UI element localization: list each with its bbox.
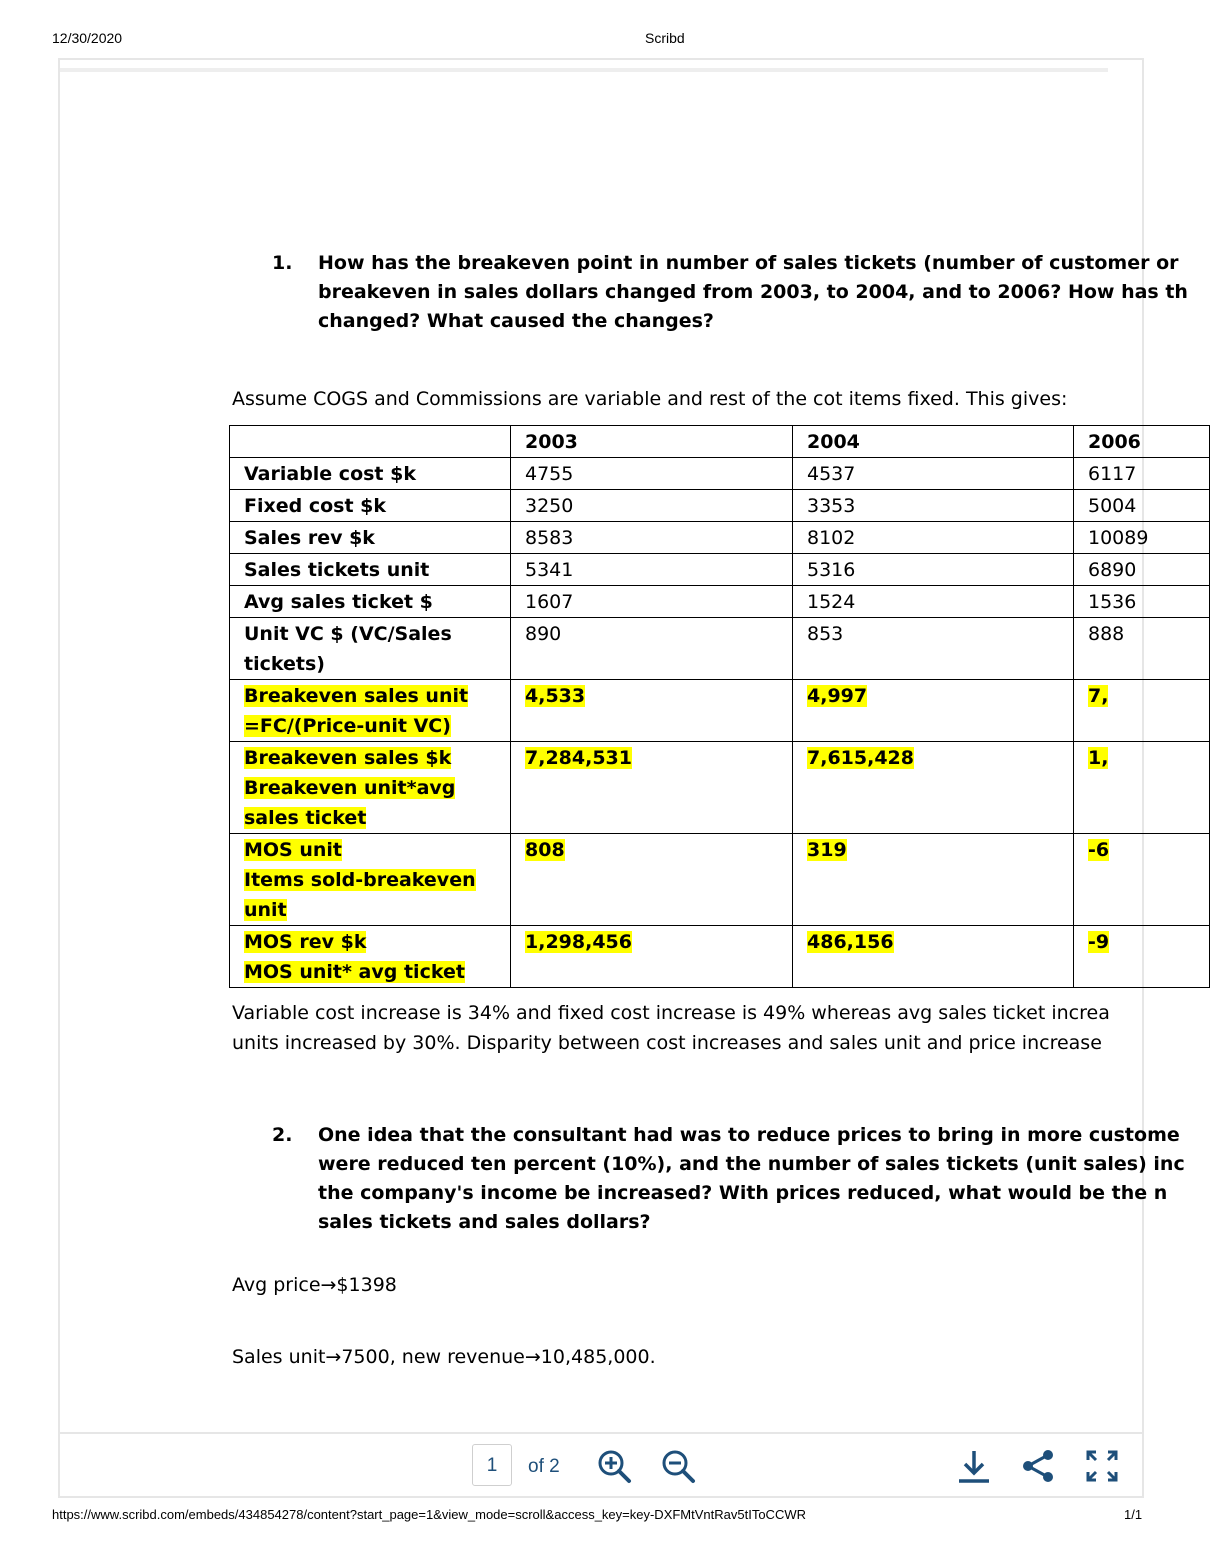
breakeven-table [229, 425, 1210, 988]
table-cell [793, 618, 1074, 680]
table-cell [1074, 490, 1210, 522]
cell-value: 7,284,531 [525, 747, 632, 769]
table-row [230, 926, 1210, 988]
table-cell [1074, 554, 1210, 586]
table-cell [511, 554, 793, 586]
cell-value: 6117 [1088, 463, 1137, 485]
cell-value: 3353 [807, 495, 856, 517]
row-label-cell [230, 490, 511, 522]
fullscreen-button[interactable] [1084, 1448, 1120, 1484]
table-cell [793, 834, 1074, 926]
row-label: Fixed cost $k [244, 495, 387, 517]
fullscreen-icon [1084, 1448, 1120, 1484]
table-row [230, 458, 1210, 490]
row-label: Breakeven unit*avg sales ticket [244, 777, 456, 829]
table-row [230, 522, 1210, 554]
table-cell [1074, 618, 1210, 680]
cell-value: 319 [807, 839, 847, 861]
cell-value: 10089 [1088, 527, 1149, 549]
cell-value: 808 [525, 839, 565, 861]
question-1-line: How has the breakeven point in number of sales tickets (number of customer or [318, 252, 1179, 274]
answer-sales-unit: Sales unit→7500, new revenue→10,485,000. [232, 1346, 656, 1368]
row-label-cell [230, 926, 511, 988]
table-cell [511, 742, 793, 834]
cell-value: 7,615,428 [807, 747, 914, 769]
share-icon [1020, 1448, 1056, 1484]
table-cell [793, 742, 1074, 834]
table-header-cell: 2006 [1074, 426, 1210, 458]
table-cell [511, 458, 793, 490]
cell-value: 486,156 [807, 931, 894, 953]
row-label-cell [230, 834, 511, 926]
question-1-line: breakeven in sales dollars changed from 2003, to 2004, and to 2006? How has th [318, 281, 1188, 303]
table-cell [1074, 742, 1210, 834]
cell-value: 8583 [525, 527, 574, 549]
row-label-cell [230, 742, 511, 834]
table-cell [793, 522, 1074, 554]
row-label: Avg sales ticket $ [244, 591, 433, 613]
table-cell [511, 522, 793, 554]
print-date: 12/30/2020 [52, 30, 123, 46]
table-row [230, 618, 1210, 680]
conclusion-line: units increased by 30%. Disparity between cost increases and sales unit and price increase [232, 1032, 1102, 1054]
table-row [230, 742, 1210, 834]
document-viewport[interactable] [60, 72, 1188, 1430]
cell-value: 890 [525, 623, 562, 645]
row-label-cell [230, 618, 511, 680]
table-cell [793, 680, 1074, 742]
question-2-line: sales tickets and sales dollars? [318, 1211, 651, 1233]
cell-value: 5341 [525, 559, 574, 581]
question-2-line: One idea that the consultant had was to reduce prices to bring in more custome [318, 1124, 1180, 1146]
table-cell [511, 618, 793, 680]
table-row [230, 586, 1210, 618]
cell-value: 1, [1088, 747, 1109, 769]
question-1-number: 1. [272, 252, 293, 274]
viewer-toolbar [60, 1432, 1142, 1498]
zoom-out-icon [660, 1448, 696, 1484]
document-page [60, 72, 1188, 1430]
cell-value: 4755 [525, 463, 574, 485]
row-label-cell [230, 586, 511, 618]
cell-value: -6 [1088, 839, 1110, 861]
cell-value: 5004 [1088, 495, 1137, 517]
table-cell [793, 458, 1074, 490]
cell-value: 3250 [525, 495, 574, 517]
table-header-cell: 2003 [511, 426, 793, 458]
cell-value: 888 [1088, 623, 1125, 645]
print-page-count: 1/1 [1124, 1507, 1143, 1522]
conclusion-line: Variable cost increase is 34% and fixed cost increase is 49% whereas avg sales ticket increa [232, 1002, 1110, 1024]
table-cell [793, 554, 1074, 586]
zoom-in-button[interactable] [596, 1448, 632, 1484]
row-label: Items sold-breakeven unit [244, 869, 476, 921]
table-cell [793, 926, 1074, 988]
row-label: Unit VC $ (VC/Sales tickets) [244, 623, 452, 675]
table-row [230, 490, 1210, 522]
cell-value: 1,298,456 [525, 931, 632, 953]
answer-avg-price: Avg price→$1398 [232, 1274, 397, 1296]
cell-value: 4537 [807, 463, 856, 485]
row-label: =FC/(Price-unit VC) [244, 715, 451, 737]
row-label: Variable cost $k [244, 463, 416, 485]
table-header-row [230, 426, 1210, 458]
table-row [230, 680, 1210, 742]
table-cell [511, 926, 793, 988]
question-2-line: were reduced ten percent (10%), and the number of sales tickets (unit sales) inc [318, 1153, 1185, 1175]
question-2-line: the company's income be increased? With prices reduced, what would be the n [318, 1182, 1168, 1204]
row-label: MOS unit [244, 839, 343, 861]
table-row [230, 834, 1210, 926]
cell-value: -9 [1088, 931, 1110, 953]
row-label: Sales tickets unit [244, 559, 430, 581]
cell-value: 7, [1088, 685, 1109, 707]
table-cell [511, 680, 793, 742]
cell-value: 5316 [807, 559, 856, 581]
table-header-cell [230, 426, 511, 458]
table-cell [1074, 834, 1210, 926]
download-icon [956, 1448, 992, 1484]
print-title: Scribd [645, 30, 685, 46]
cell-value: 8102 [807, 527, 856, 549]
share-button[interactable] [1020, 1448, 1056, 1484]
cell-value: 6890 [1088, 559, 1137, 581]
row-label-cell [230, 680, 511, 742]
row-label: MOS unit* avg ticket [244, 961, 465, 983]
zoom-in-icon [596, 1448, 632, 1484]
assumption-text: Assume COGS and Commissions are variable and rest of the cot items fixed. This gives: [232, 388, 1068, 410]
cell-value: 4,533 [525, 685, 586, 707]
row-label: MOS rev $k [244, 931, 367, 953]
print-url: https://www.scribd.com/embeds/434854278/content?start_page=1&view_mode=scroll&access_key=key-DXFMtVntRav5tIToCCWR [52, 1507, 806, 1522]
table-cell [1074, 926, 1210, 988]
table-cell [511, 586, 793, 618]
table-header-cell: 2004 [793, 426, 1074, 458]
table-cell [1074, 522, 1210, 554]
page-count-label: of 2 [528, 1456, 560, 1477]
row-label: Breakeven sales $k [244, 747, 452, 769]
table-cell [793, 490, 1074, 522]
question-1-line: changed? What caused the changes? [318, 310, 714, 332]
table-cell [1074, 586, 1210, 618]
cell-value: 1607 [525, 591, 574, 613]
table-cell [511, 490, 793, 522]
table-cell [1074, 680, 1210, 742]
table-cell [1074, 458, 1210, 490]
download-button[interactable] [956, 1448, 992, 1484]
cell-value: 853 [807, 623, 844, 645]
table-cell [511, 834, 793, 926]
zoom-out-button[interactable] [660, 1448, 696, 1484]
row-label-cell [230, 554, 511, 586]
row-label: Sales rev $k [244, 527, 375, 549]
question-2-number: 2. [272, 1124, 293, 1146]
row-label-cell [230, 458, 511, 490]
row-label-cell [230, 522, 511, 554]
table-cell [793, 586, 1074, 618]
page-number-input[interactable]: 1 [472, 1444, 512, 1486]
table-row [230, 554, 1210, 586]
cell-value: 1536 [1088, 591, 1137, 613]
cell-value: 4,997 [807, 685, 868, 707]
cell-value: 1524 [807, 591, 856, 613]
row-label: Breakeven sales unit [244, 685, 469, 707]
